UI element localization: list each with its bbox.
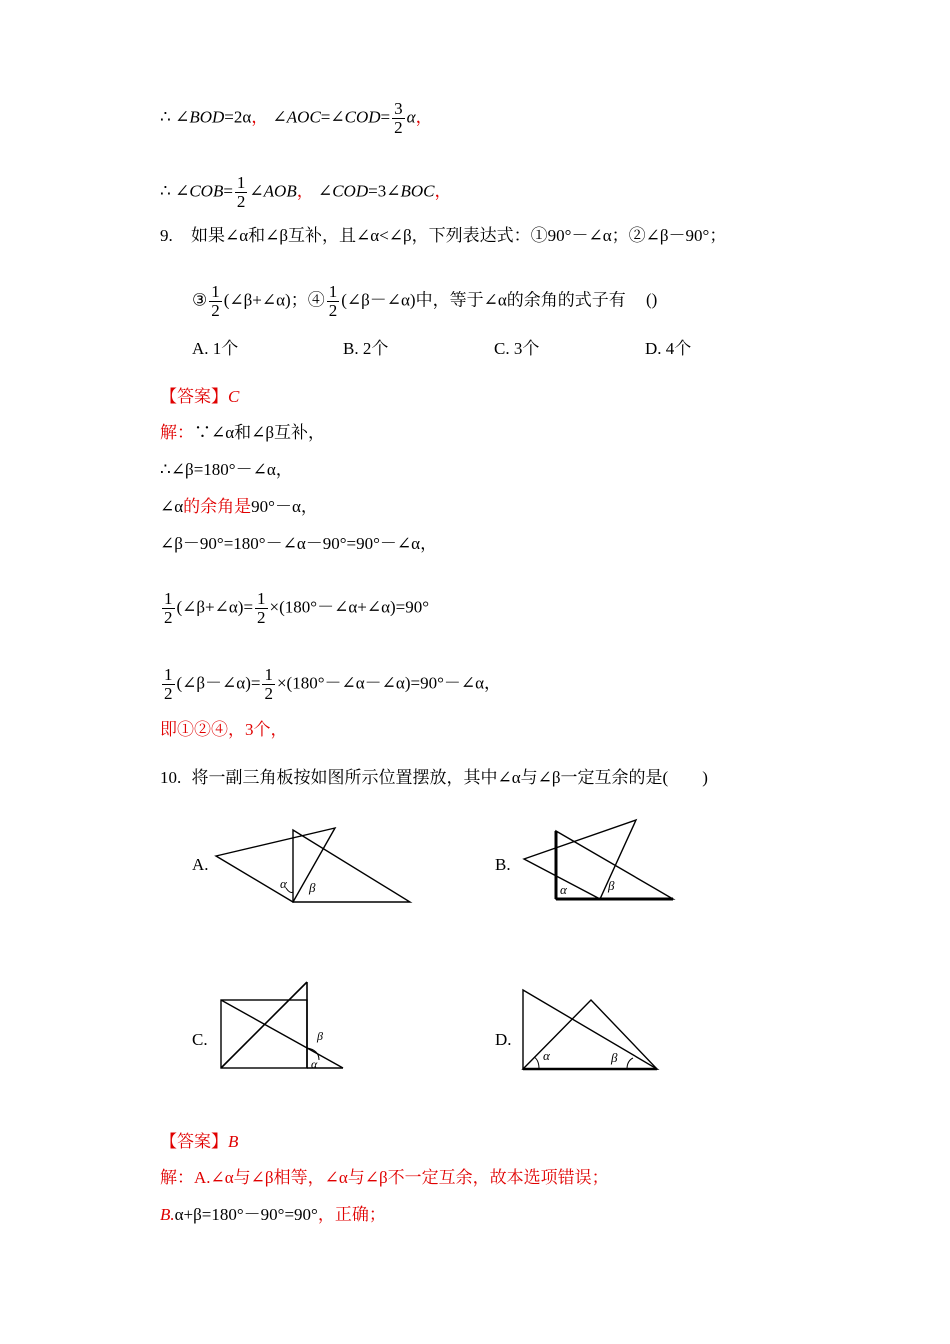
question-9 [160, 224, 726, 248]
answer-9: 【答案】C [160, 387, 240, 406]
solution-10-line-b: B.α+β=180°－90°=90°，正确； [160, 1205, 386, 1224]
question-9-expressions: ③ $\frac{1}{2}$ (∠β+∠α)；④ $\frac{1}{2}$ (∠β－∠α)中，等于∠α的余角的式子有 () [192, 282, 658, 320]
option-a: A. 1个 [192, 339, 239, 358]
question-10 [160, 766, 708, 790]
solution-10-line-a: 解：A.∠α与∠β相等，∠α与∠β不一定互余，故本选项错误； [160, 1168, 609, 1187]
question-number: 10. [160, 768, 182, 787]
svg-text:β: β [317, 1029, 323, 1043]
svg-text:β: β [611, 1050, 618, 1065]
question-number: 9. [160, 226, 173, 245]
figure-d-triangles [515, 982, 663, 1074]
solution-line-bod: ∴ ∠BOD=2α， ∠AOC=∠COD= $\frac{3}{2}$ α， [160, 99, 433, 137]
figure-label-b: B. [495, 855, 511, 874]
angle-symbol: ∠ [175, 107, 190, 127]
figure-a-triangles [210, 820, 420, 910]
figure-c-triangles [215, 978, 350, 1073]
answer-blank: () [646, 290, 658, 310]
solution-9-line-1: 解：∵∠α和∠β互补， [160, 423, 326, 442]
solution-9-line-6: $\frac{1}{2}$ (∠β－∠α)= $\frac{1}{2}$ ×(180°－∠α－∠α)=90°－∠α， [164, 665, 502, 703]
fraction-one-half: $\frac{1}{2}$ [236, 173, 246, 211]
figure-label-a: A. [192, 855, 209, 874]
beta-label: β [309, 880, 316, 895]
solution-9-conclusion: 即①②④，3个， [160, 720, 288, 739]
svg-text:α: α [311, 1057, 318, 1071]
figure-label-d: D. [495, 1030, 512, 1049]
question-text: 如果∠α和∠β互补，且∠α<∠β，下列表达式：①90°－∠α；②∠β－90°； [191, 226, 727, 245]
svg-text:β: β [608, 878, 615, 893]
option-d: D. 4个 [645, 339, 692, 358]
figure-label-c: C. [192, 1030, 208, 1049]
svg-text:α: α [543, 1048, 550, 1063]
option-b: B. 2个 [343, 339, 389, 358]
question-text: 将一副三角板按如图所示位置摆放，其中∠α与∠β一定互余的是( ) [191, 768, 708, 787]
solution-9-line-3: ∠α的余角是90°－α， [160, 497, 318, 516]
solution-line-cob: ∴ ∠COB= $\frac{1}{2}$ ∠AOB， ∠COD=3∠BOC， [160, 173, 452, 211]
solution-9-line-2: ∴∠β=180°－∠α， [160, 460, 293, 479]
solution-9-line-5: $\frac{1}{2}$ (∠β+∠α)= $\frac{1}{2}$ ×(180°－∠α+∠α)=90° [164, 589, 430, 627]
solution-9-line-4: ∠β－90°=180°－∠α－90°=90°－∠α， [160, 534, 438, 553]
fraction-three-halves: $\frac{3}{2}$ [394, 99, 403, 137]
figure-b-triangles [518, 815, 683, 905]
svg-text:α: α [560, 882, 567, 897]
alpha-label: α [280, 876, 287, 891]
option-c: C. 3个 [494, 339, 540, 358]
answer-10: 【答案】B [160, 1132, 239, 1151]
